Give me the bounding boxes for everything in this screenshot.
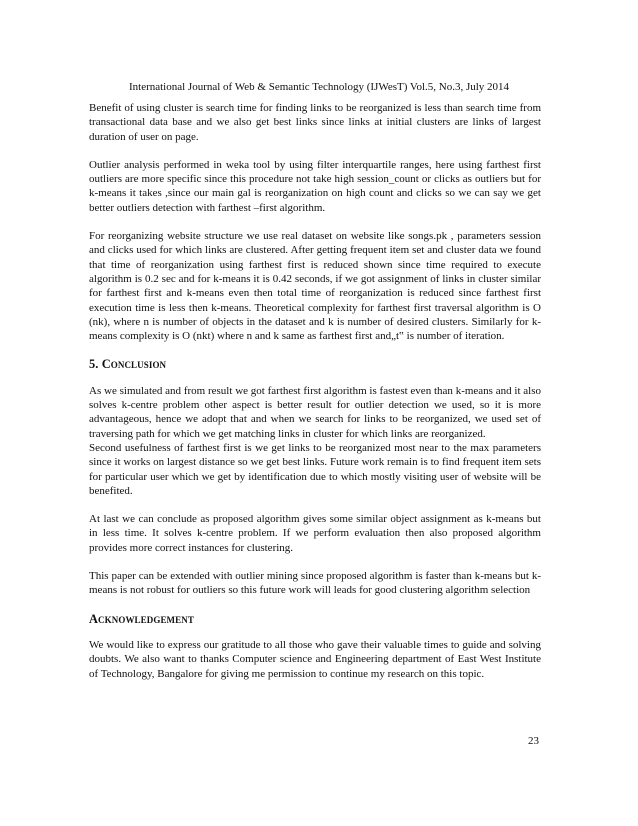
paragraph-conclusion-usefulness: Second usefulness of farthest first is we get links to be reorganized most near to the max parameters since it works on largest distance so we get best links. Future work remain is to find frequent item sets for particular user which we get by identification due to which mostly visiting user of website will be benefited.	[89, 441, 541, 497]
paragraph-reorganizing-structure: For reorganizing website structure we use real dataset on website like songs.pk , parameters session and clicks used for which links are clustered. After getting frequent item set and cluster data we found that time of reorganization using farthest first is reduced shown since time required to execute algorithm is 0.2 sec and for k-means it is 0.42 seconds, if we got assignment of links in cluster similar for farthest first and k-means even then total time of reorganization is reduced since farthest first execution time is less then k-means. Theoretical complexity for farthest first traversal algorithm is O (nk), where n is number of objects in the dataset and k is number of desired clusters. Similarly for k-means complexity is O (nkt) where n and k same as farthest first and„t‟ is number of iteration.	[89, 230, 541, 343]
paragraph-outlier-analysis: Outlier analysis performed in weka tool by using filter interquartile ranges, here using farthest first outliers are more specific since this procedure not take high session_count or clicks as outliers but for k-means it takes ,since our main gal is reorganization on high count and clicks so we can say we get better outliers detection with farthest –first algorithm.	[89, 158, 541, 214]
paragraph-conclusion-future-work: This paper can be extended with outlier mining since proposed algorithm is faster than k-means but k-means is not robust for outliers so this future work will leads for good clustering algorithm selection	[89, 570, 541, 597]
body-text	[89, 101, 541, 695]
paragraph-conclusion-summary: At last we can conclude as proposed algorithm gives some similar object assignment as k-means but in less time. It solves k-centre problem. If we perform evaluation then also proposed algorithm provides more correct instances for clustering.	[89, 513, 541, 554]
running-header: International Journal of Web & Semantic Technology (IJWesT) Vol.5, No.3, July 2014	[128, 81, 510, 93]
page-number: 23	[528, 735, 539, 747]
paragraph-cluster-benefit: Benefit of using cluster is search time for finding links to be reorganized is less than search time from transactional data base and we also get best links since links at initial clusters are links of largest duration of user on page.	[89, 102, 541, 143]
section-heading-acknowledgement: Acknowledgement	[89, 611, 194, 626]
section-heading-conclusion: 5. Conclusion	[89, 357, 167, 372]
paragraph-conclusion-simulation: As we simulated and from result we got farthest first algorithm is fastest even than k-means and it also solves k-centre problem other aspect is better result for outlier detection we used, so it is more advantageous, hence we adopt that and when we search for links to be reorganized, we used set of traversing path for which we get matching links in cluster for which links are reorganized.	[89, 384, 541, 440]
paragraph-acknowledgement: We would like to express our gratitude to all those who gave their valuable times to guide and solving doubts. We also want to thanks Computer science and Engineering department of East West Institute of Technology, Bangalore for giving me permission to continue my research on this topic.	[89, 638, 541, 680]
